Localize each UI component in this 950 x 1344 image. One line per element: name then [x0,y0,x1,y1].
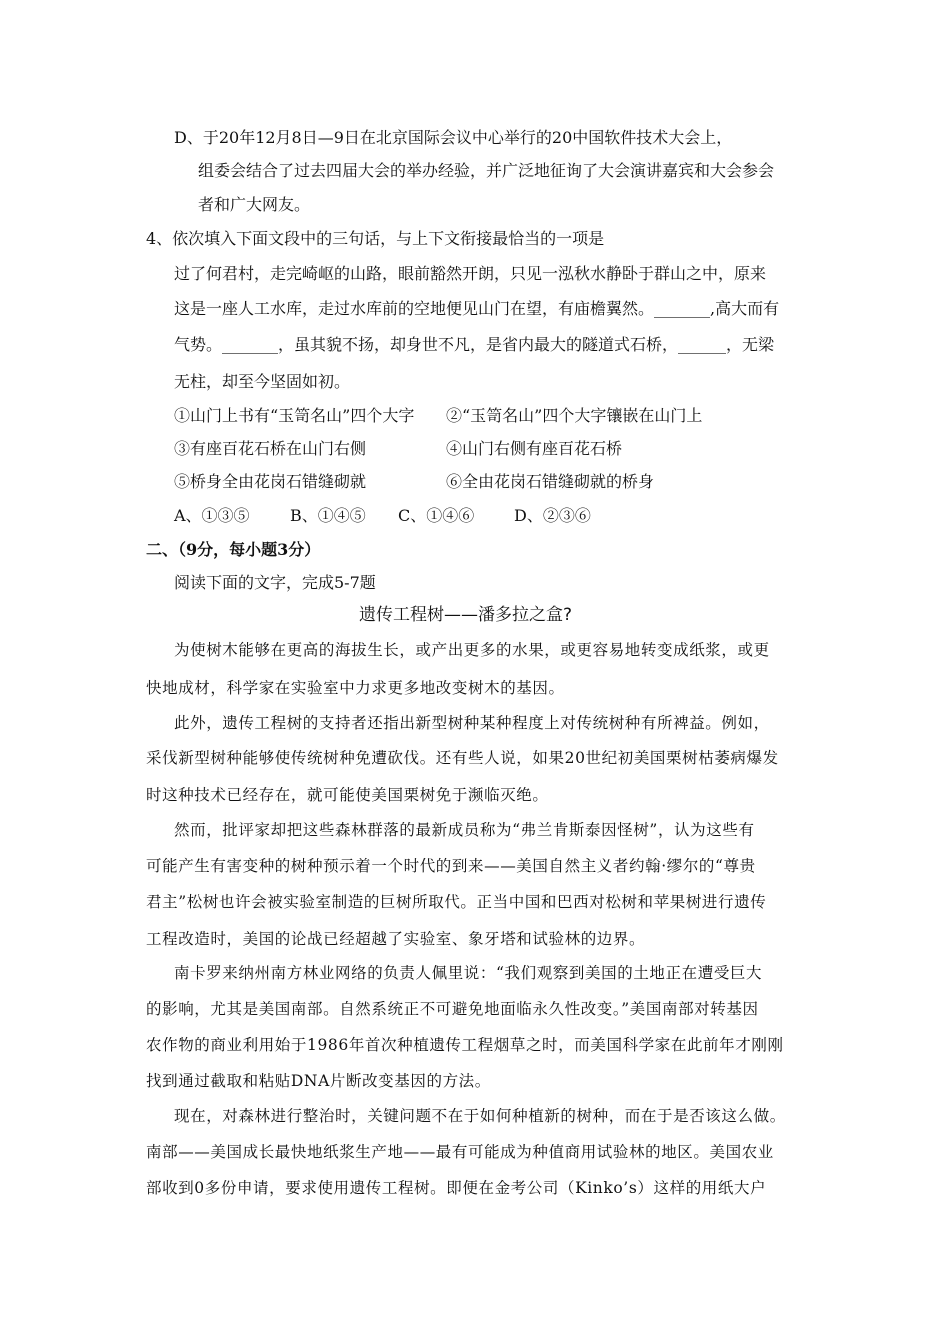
q4-answer-c: C、①④⑥ [398,506,475,525]
section-instruction: 阅读下面的文字，完成5-7题 [174,573,376,592]
article-line: 采伐新型树种能够使传统树种免遭砍伐。还有些人说，如果20世纪初美国栗树枯萎病爆发 [146,749,779,767]
q4-stem: 4、依次填入下面文段中的三句话，与上下文衔接最恰当的一项是 [146,229,605,248]
article-line: 君主”松树也许会被实验室制造的巨树所取代。正当中国和巴西对松树和苹果树进行遗传 [146,893,767,911]
q3-option-d-line3: 者和广大网友。 [198,195,311,214]
article-line: 找到通过截取和粘贴DNA片断改变基因的方法。 [146,1072,491,1090]
q4-passage-line: 无柱，却至今坚固如初。 [174,372,351,391]
q4-passage-line: 过了何君村，走完崎岖的山路，眼前豁然开朗，只见一泓秋水静卧于群山之中，原来 [174,264,767,283]
article-line: 快地成材，科学家在实验室中力求更多地改变树木的基因。 [146,679,565,697]
article-line: 此外，遗传工程树的支持者还指出新型树种某种程度上对传统树种有所裨益。例如， [174,714,770,732]
q3-option-d-line2: 组委会结合了过去四届大会的举办经验，并广泛地征询了大会演讲嘉宾和大会参会 [198,161,775,180]
article-line: 的影响，尤其是美国南部。自然系统正不可避免地面临永久性改变。”美国南部对转基因 [146,1000,759,1018]
article-line: 南部——美国成长最快地纸浆生产地——最有可能成为种值商用试验林的地区。美国农业 [146,1143,774,1161]
article-line: 现在，对森林进行整治时，关键问题不在于如何种植新的树种，而在于是否该这么做。 [174,1107,786,1125]
article-line: 部收到0多份申请，要求使用遗传工程树。即便在金考公司（Kinko’s）这样的用纸大户 [146,1179,767,1197]
article-title: 遗传工程树——潘多拉之盒? [359,605,573,625]
section-heading: 二、（9分，每小题3分） [146,540,321,559]
q3-option-d-line1: D、于20年12月8日—9日在北京国际会议中心举行的20中国软件技术大会上， [174,128,733,147]
article-line: 时这种技术已经存在，就可能使美国栗树免于濒临灭绝。 [146,786,549,804]
q4-item-4: ④山门右侧有座百花石桥 [446,439,623,458]
q4-passage-line: 这是一座人工水库，走过水库前的空地便见山门在望，有庙檐翼然。_______,高大而有 [174,299,780,318]
q4-item-1: ①山门上书有“玉笥名山”四个大字 [174,406,415,425]
article-line: 南卡罗来纳州南方林业网络的负责人佩里说：“我们观察到美国的土地正在遭受巨大 [174,964,763,982]
article-line: 可能产生有害变种的树种预示着一个时代的到来——美国自然主义者约翰·缪尔的“尊贵 [146,857,756,875]
article-line: 为使树木能够在更高的海拔生长，或产出更多的水果，或更容易地转变成纸浆，或更 [174,641,770,659]
q4-passage-line: 气势。_______，虽其貌不扬，却身世不凡，是省内最大的隧道式石桥，______，无梁 [174,335,775,354]
q4-item-2: ②“玉笥名山”四个大字镶嵌在山门上 [446,406,703,425]
article-line: 然而，批评家却把这些森林群落的最新成员称为“弗兰肯斯泰因怪树”，认为这些有 [174,821,755,839]
q4-answer-a: A、①③⑤ [174,506,250,525]
q4-item-5: ⑤桥身全由花岗石错缝砌就 [174,472,367,491]
q4-item-6: ⑥全由花岗石错缝砌就的桥身 [446,472,655,491]
q4-answer-d: D、②③⑥ [514,506,591,525]
q4-item-3: ③有座百花石桥在山门右侧 [174,439,367,458]
q4-answer-b: B、①④⑤ [290,506,366,525]
article-line: 农作物的商业利用始于1986年首次种植遗传工程烟草之时，而美国科学家在此前年才刚刚 [146,1036,784,1054]
article-line: 工程改造时，美国的论战已经超越了实验室、象牙塔和试验林的边界。 [146,930,646,948]
